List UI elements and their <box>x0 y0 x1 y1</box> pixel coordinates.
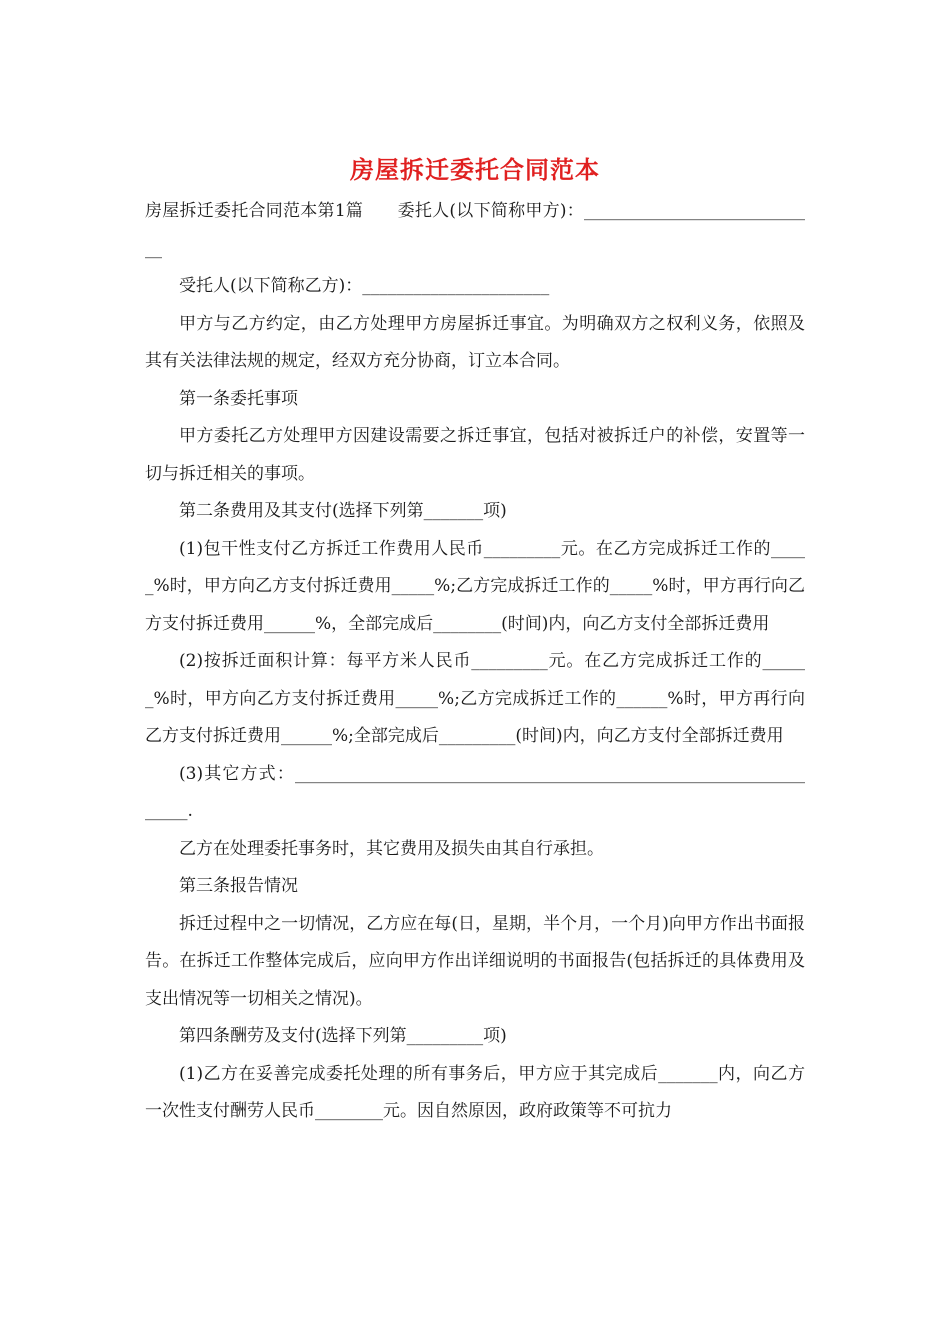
paragraph-preamble: 甲方与乙方约定，由乙方处理甲方房屋拆迁事宜。为明确双方之权利义务，依照及其有关法律法规的规定，经双方充分协商，订立本合同。 <box>145 313 805 371</box>
document-body <box>145 193 805 1131</box>
paragraph-article-3: 拆迁过程中之一切情况，乙方应在每(日，星期，半个月，一个月)向甲方作出书面报告。在拆迁工作整体完成后，应向甲方作出详细说明的书面报告(包括拆迁的具体费用及支出情况等一切相关之情况)。 <box>145 913 805 1009</box>
section-heading-article-1: 第一条委托事项 <box>179 388 298 409</box>
paragraph-trustee-line: 受托人(以下简称乙方)：______________________ <box>179 276 550 296</box>
section-heading-article-4: 第四条酬劳及支付(选择下列第_________项) <box>179 1026 507 1046</box>
paragraph-article-2-option-2: (2)按拆迁面积计算：每平方米人民币_________元。在乙方完成拆迁工作的______%时，甲方向乙方支付拆迁费用_____%;乙方完成拆迁工作的______%时，甲方再行向乙方支付拆迁费用______%;全部完成后_________(时间)内，向乙方支付全部拆迁费用 <box>145 651 805 746</box>
paragraph-article-2-option-3: (3)其它方式：_________________________________________________________________. <box>145 763 805 821</box>
paragraph-header-line: 房屋拆迁委托合同范本第1篇 委托人(以下简称甲方)：____________________________ <box>145 201 805 259</box>
section-heading-article-2: 第二条费用及其支付(选择下列第_______项) <box>179 501 507 521</box>
paragraph-article-1: 甲方委托乙方处理甲方因建设需要之拆迁事宜，包括对被拆迁户的补偿，安置等一切与拆迁相关的事项。 <box>145 426 805 484</box>
paragraph-article-4-option-1: (1)乙方在妥善完成委托处理的所有事务后，甲方应于其完成后_______内，向乙方一次性支付酬劳人民币________元。因自然原因，政府政策等不可抗力 <box>145 1063 805 1121</box>
paragraph-article-2-costs: 乙方在处理委托事务时，其它费用及损失由其自行承担。 <box>179 838 604 859</box>
section-heading-article-3: 第三条报告情况 <box>179 876 298 896</box>
document-title: 房屋拆迁委托合同范本 <box>350 156 600 184</box>
paragraph-article-2-option-1: (1)包干性支付乙方拆迁工作费用人民币_________元。在乙方完成拆迁工作的_____%时，甲方向乙方支付拆迁费用_____%;乙方完成拆迁工作的_____%时，甲方再行向乙方支付拆迁费用______%，全部完成后________(时间)内，向乙方支付全部拆迁费用 <box>145 538 805 634</box>
